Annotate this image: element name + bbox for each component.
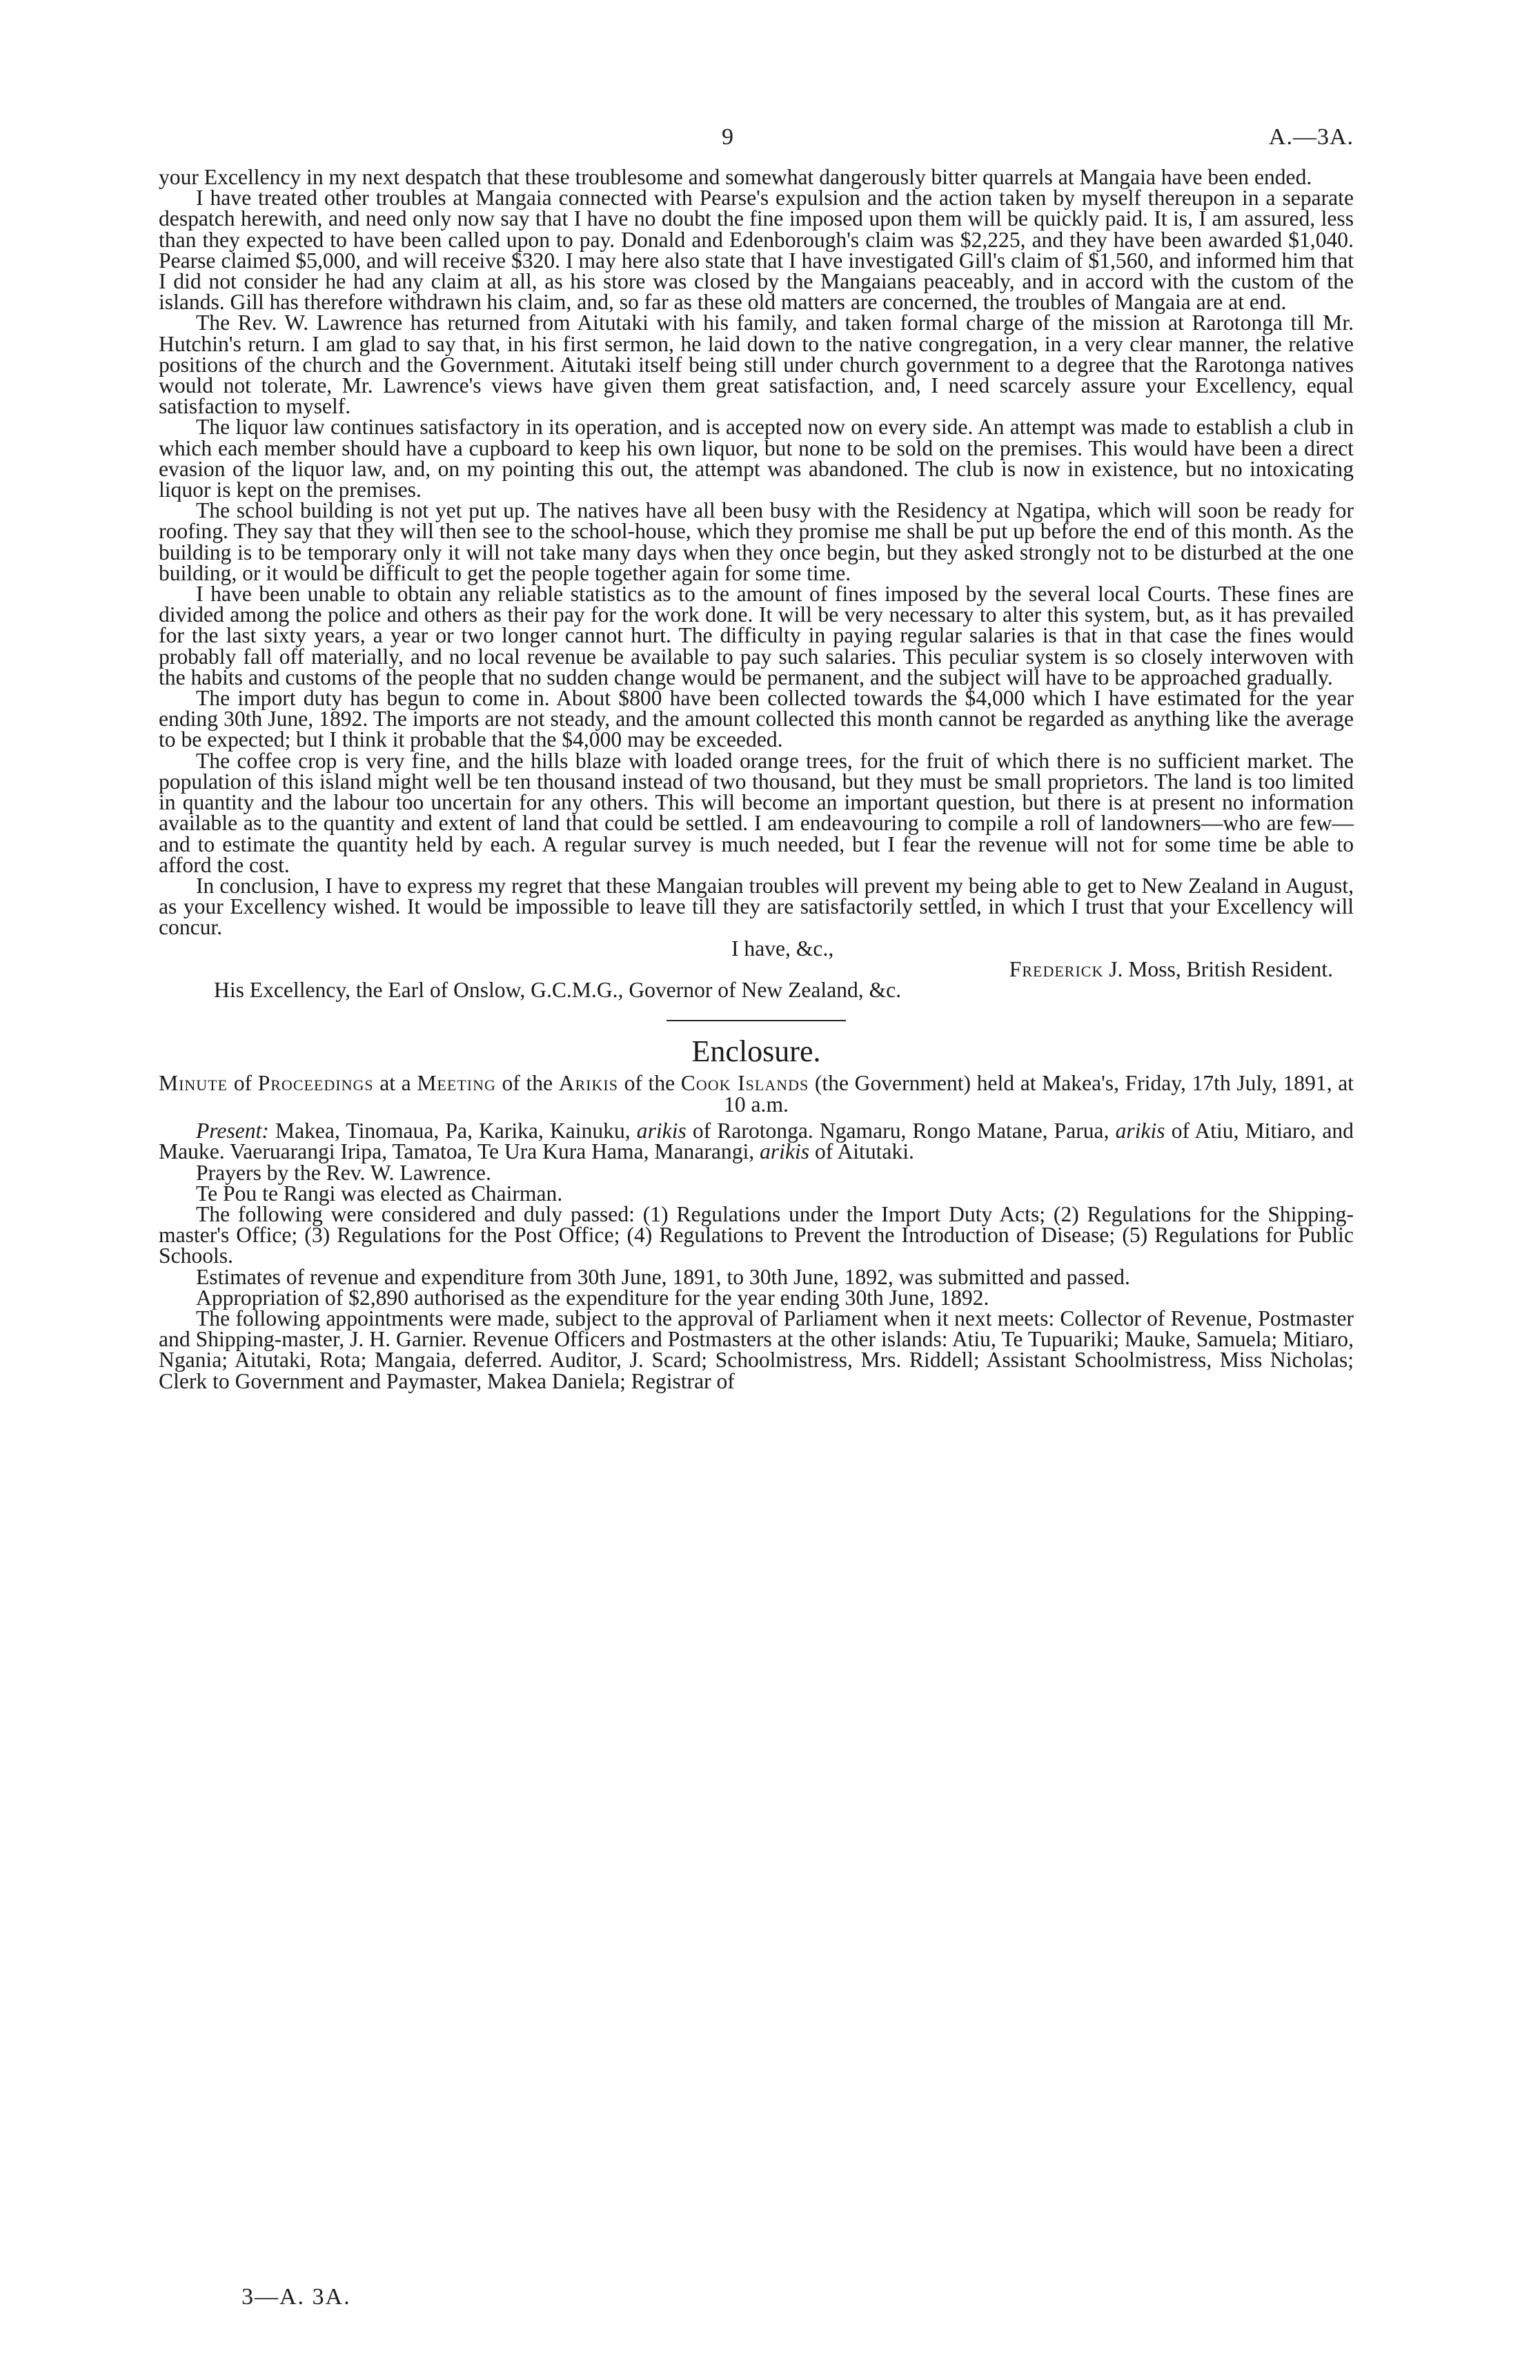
heading-word: of the (502, 1071, 553, 1096)
letter-closing (159, 938, 1354, 1001)
minute-heading (159, 1072, 1354, 1115)
heading-word: (the Government) held at Makea's, Friday, 17th July, 1891, at 10 a.m. (724, 1071, 1354, 1117)
minute-item: Te Pou te Rangi was elected as Chairman. (196, 1181, 563, 1206)
minute-item: Appropriation of $2,890 authorised as the expenditure for the year ending 30th June, 1892. (196, 1285, 989, 1310)
despatch-body (159, 167, 1354, 938)
paragraph: your Excellency in my next despatch that these troublesome and somewhat dangerously bitter quarrels at Mangaia have been ended. (159, 165, 1312, 189)
heading-word: Minute (159, 1071, 228, 1096)
arikis-term: arikis (636, 1119, 687, 1143)
heading-word: at a (379, 1071, 411, 1096)
document-reference: A.—3A. (1268, 124, 1354, 150)
arikis-term: arikis (1115, 1119, 1165, 1143)
present-paragraph (159, 1121, 1354, 1162)
minute-item: Prayers by the Rev. W. Lawrence. (196, 1160, 491, 1185)
present-label: Present: (196, 1119, 269, 1143)
paragraph: I have been unable to obtain any reliable statistics as to the amount of fines imposed by the several local Courts. These fines are divided among the police and others as their pay for the work done. It will be very necessary to alter this system, but, as it has prevailed for the last sixty years, a year or two longer cannot hurt. The difficulty in paying regular salaries is that in that case the fines would probably fall off materially, and no local revenue be available to pay such salaries. This peculiar system is so closely interwoven with the habits and customs of the people that no sudden change would be permanent, and the subject will have to be approached gradually. (159, 582, 1354, 689)
addressee: His Excellency, the Earl of Onslow, G.C.M.G., Governor of New Zealand, &c. (214, 977, 902, 1002)
heading-word: Proceedings (257, 1071, 374, 1096)
enclosure-title: Enclosure. (691, 1034, 821, 1069)
present-text: of Aitutaki. (814, 1139, 914, 1164)
heading-word: of (233, 1071, 253, 1096)
paragraph: The liquor law continues satisfactory in its operation, and is accepted now on every side. An attempt was made to establish a club in which each member should have a cupboard to keep his own liquor, but none to be sold on the premises. This would have been a direct evasion of the liquor law, and, on my pointing this out, the attempt was abandoned. The club is now in existence, but no intoxicating liquor is kept on the premises. (159, 415, 1354, 502)
section-divider (667, 1020, 846, 1021)
heading-word: Meeting (417, 1071, 496, 1096)
paragraph: In conclusion, I have to express my regret that these Mangaian troubles will prevent my being able to get to New Zealand in August, as your Excellency wished. It would be impossible to leave till they are satisfactorily settled, in which I trust that your Excellency will concur. (159, 873, 1354, 940)
signature-rest: J. Moss, British Resident. (1109, 956, 1333, 981)
minute-item: The following appointments were made, subject to the approval of Parliament when it next meets: Collector of Revenue, Postmaster and Shipping-master, J. H. Garnier. Revenue Officers and Postmasters at the other islands: Atiu, Te Tupuariki; Mauke, Samuela; Mitiaro, Ngania; Aitutaki, Rota; Mangaia, deferred. Auditor, J. Scard; Schoolmistress, Mrs. Riddell; Assistant Schoolmistress, Miss Nicholas; Clerk to Government and Paymaster, Makea Daniela; Registrar of (159, 1306, 1354, 1393)
valediction: I have, &c., (731, 936, 834, 961)
present-text: of Rarotonga. Ngamaru, Rongo Matane, Parua, (692, 1119, 1109, 1143)
page-content (159, 124, 1354, 1392)
minute-item: Estimates of revenue and expenditure from 30th June, 1891, to 30th June, 1892, was submitted and passed. (196, 1264, 1130, 1289)
paragraph: I have treated other troubles at Mangaia connected with Pearse's expulsion and the action taken by myself thereupon in a separate despatch herewith, and need only now say that I have no doubt the fine imposed upon them will be quickly paid. It is, I am assured, less than they expected to have been called upon to pay. Donald and Edenborough's claim was $2,225, and they have been awarded $1,040. Pearse claimed $5,000, and will receive $320. I may here also state that I have investigated Gill's claim of $1,560, and informed him that I did not consider he had any claim at all, as his store was closed by the Mangaians peaceably, and in accord with the custom of the islands. Gill has therefore withdrawn his claim, and, so far as these old matters are concerned, the troubles of Mangaia are at end. (159, 186, 1354, 315)
heading-word: of the (624, 1071, 675, 1096)
minute-item: The following were considered and duly passed: (1) Regulations under the Import Duty Acts; (2) Regulations for the Shipping-master's Office; (3) Regulations for the Post Office; (4) Regulations to Prevent the Introduction of Disease; (5) Regulations for Public Schools. (159, 1201, 1354, 1268)
heading-word: Arikis (558, 1071, 618, 1096)
paragraph: The coffee crop is very fine, and the hills blaze with loaded orange trees, for the fruit of which there is no sufficient market. The population of this island might well be ten thousand instead of two thousand, but they must be small proprietors. The land is too limited in quantity and the labour too uncertain for any others. This will become an important question, but there is at present no information available as to the quantity and extent of land that could be settled. I am endeavouring to compile a roll of landowners—who are few—and to estimate the quantity held by each. A regular survey is much needed, but I fear the revenue will not for some time be able to afford the cost. (159, 748, 1354, 877)
arikis-term: arikis (760, 1139, 810, 1164)
page-number: 9 (722, 124, 733, 150)
paragraph: The import duty has begun to come in. About $800 have been collected towards the $4,000 which I have estimated for the year ending 30th June, 1892. The imports are not steady, and the amount collected this month cannot be regarded as anything like the average to be expected; but I think it probable that the $4,000 may be exceeded. (159, 686, 1354, 752)
minute-body (159, 1121, 1354, 1392)
present-text: of Atiu, Mitiaro, and Mauke. Vaeruarangi Iripa, Tamatoa, Te Ura Kura Hama, Manarangi, (159, 1119, 1354, 1164)
present-text: Makea, Tinomaua, Pa, Karika, Kainuku, (275, 1119, 631, 1143)
signature (159, 956, 1354, 981)
paragraph: The Rev. W. Lawrence has returned from Aitutaki with his family, and taken formal charge of the mission at Rarotonga till Mr. Hutchin's return. I am glad to say that, in his first sermon, he laid down to the native congregation, in a very clear manner, the relative positions of the church and the Government. Aitutaki itself being still under church government to a degree that the Rarotonga natives would not tolerate, Mr. Lawrence's views have given them great satisfaction, and, I need scarcely assure your Excellency, equal satisfaction to myself. (159, 311, 1354, 419)
printer-signature-mark: 3—A. 3A. (241, 2284, 351, 2310)
paragraph: The school building is not yet put up. The natives have all been busy with the Residency at Ngatipa, which will soon be ready for roofing. They say that they will then see to the school-house, which they promise me shall be put up before the end of this month. As the building is to be temporary only it will not take many days when they once begin, but they asked strongly not to be disturbed at the one building, or it would be difficult to get the people together again for some time. (159, 498, 1354, 585)
page-header (159, 124, 1354, 167)
signature-first-name: Frederick (1009, 956, 1104, 981)
heading-word: Cook Islands (680, 1071, 809, 1096)
